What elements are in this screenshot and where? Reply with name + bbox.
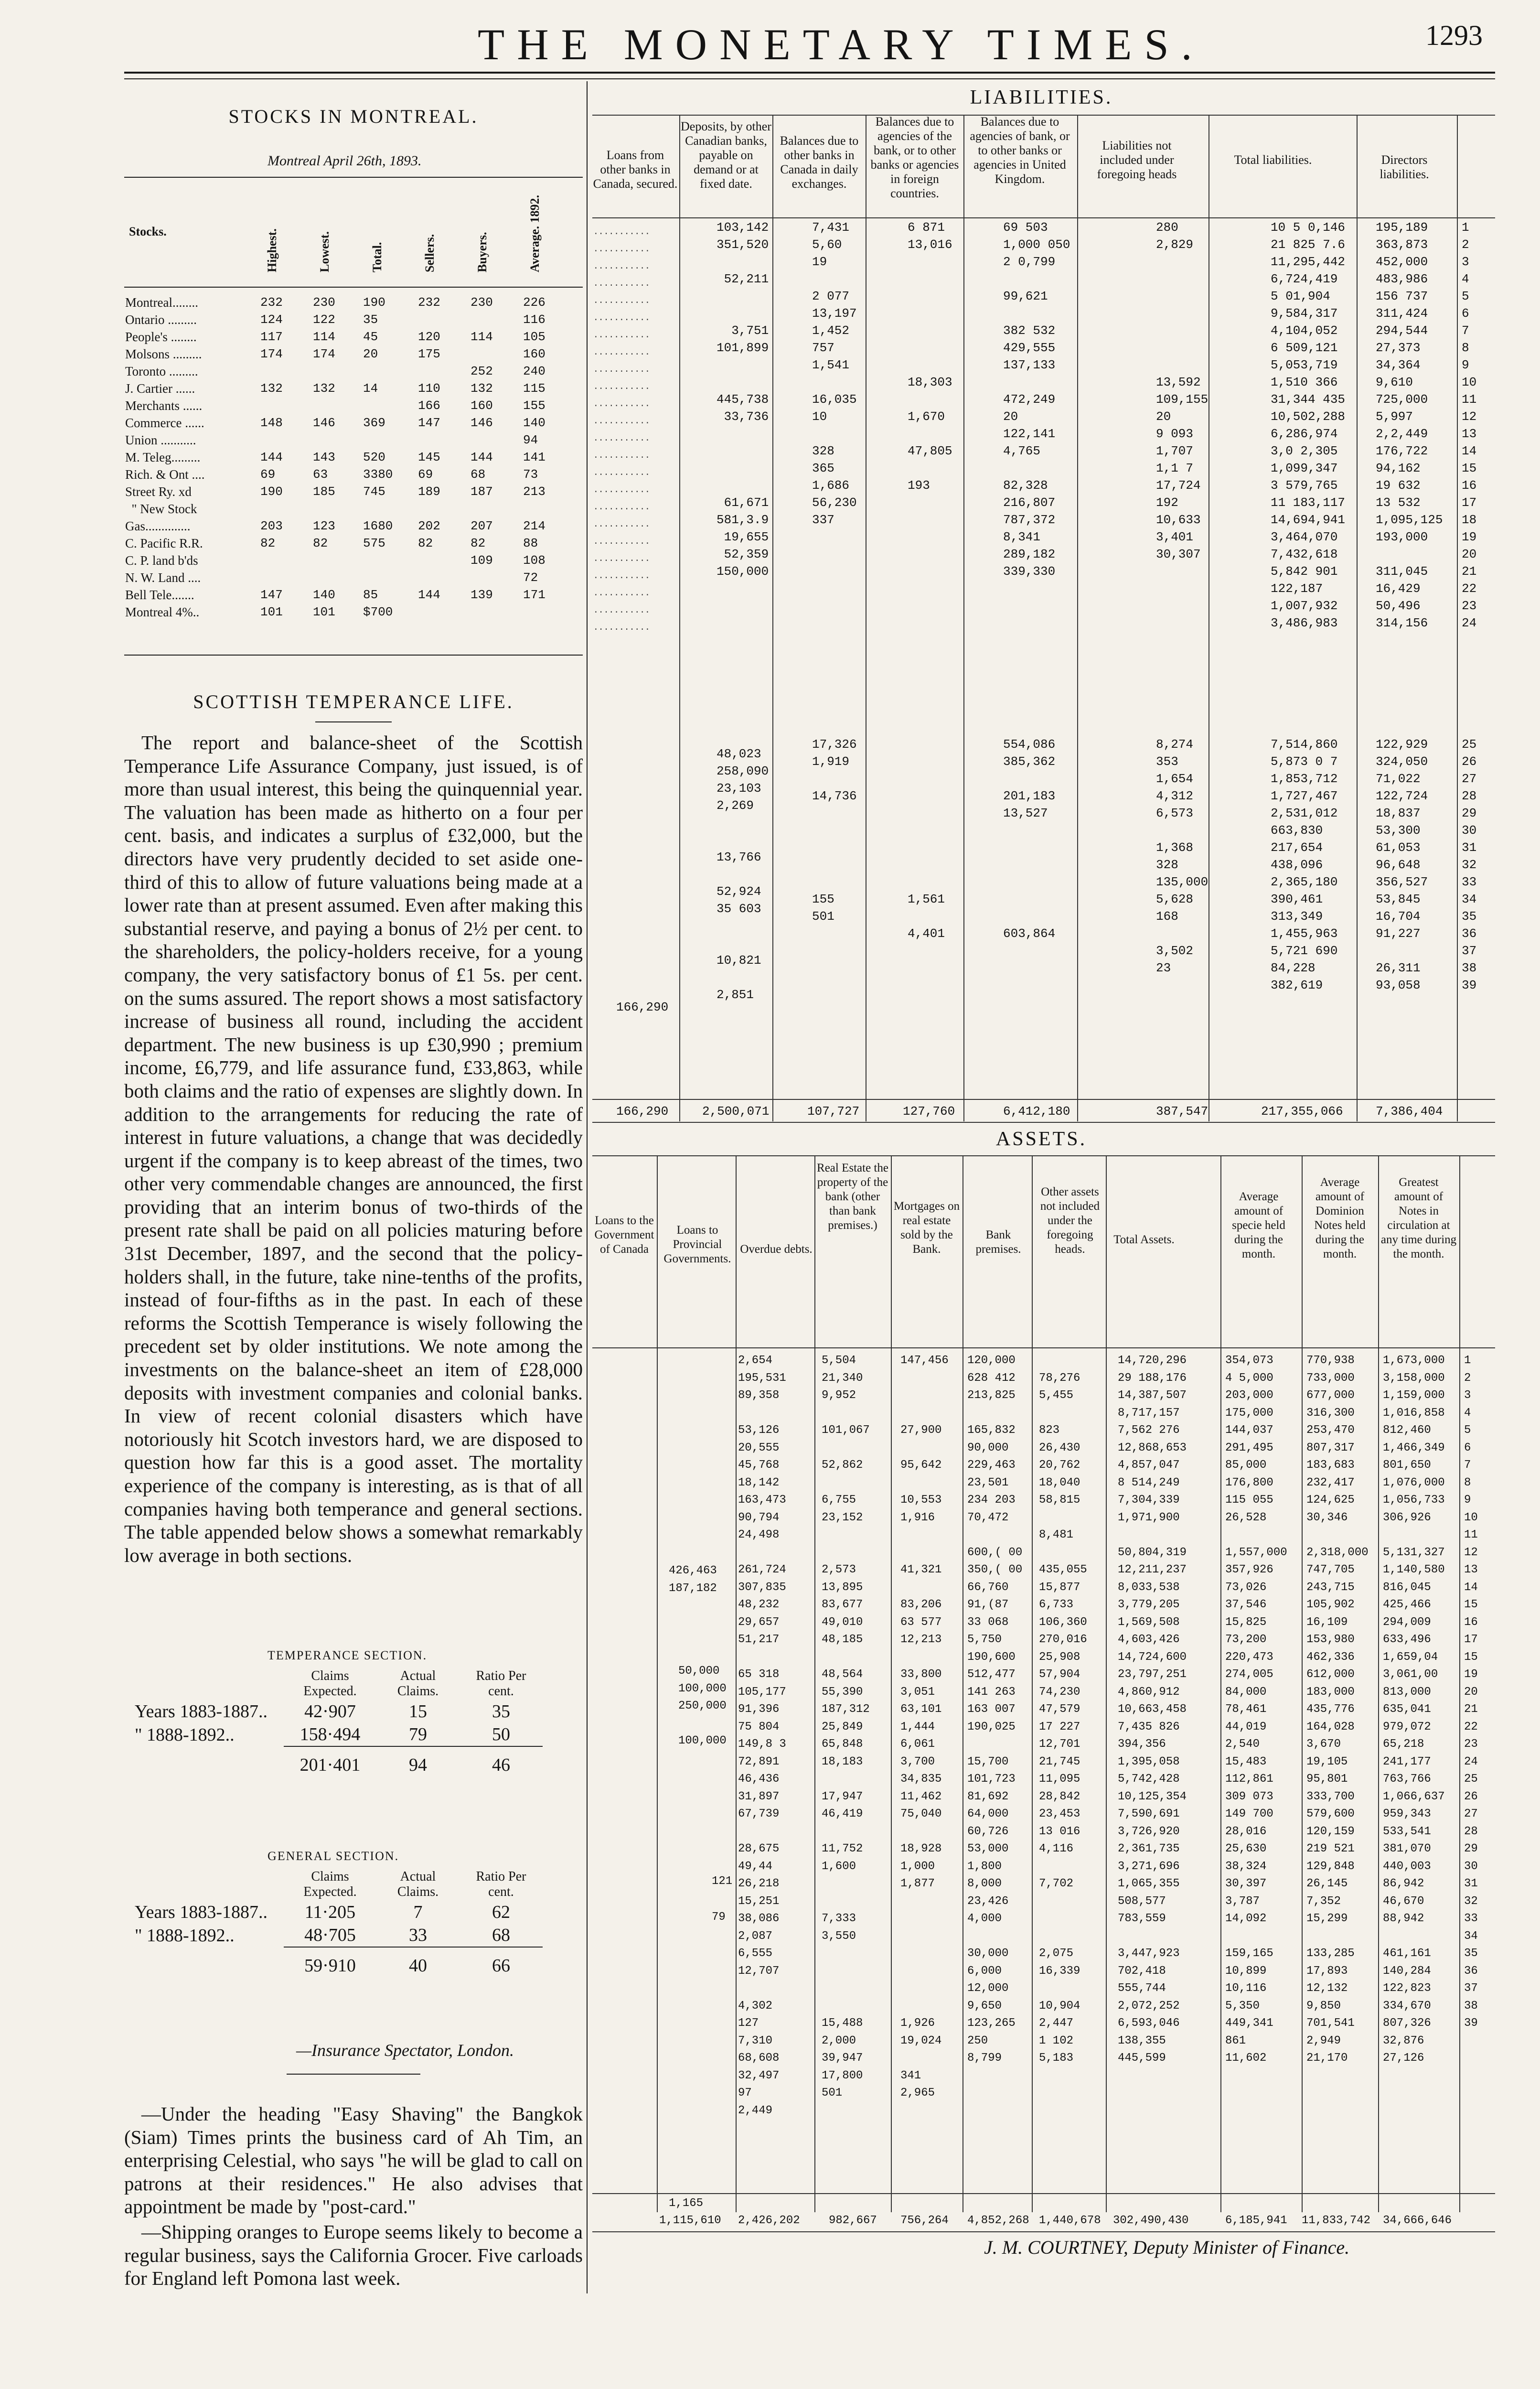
liab-row-numbers: 1 2 3 4 5 6 7 8 9 10 11 12 13 14 15 16 17 18 19 20 21 22 23 24 — [1462, 220, 1477, 630]
liab-head-deposits: Deposits, by other Canadian banks, payable on demand or at fixed date. — [681, 119, 771, 191]
liab-head-daily: Balances due to other banks in Canada in daily exchanges. — [780, 134, 859, 191]
liab-vline — [1208, 116, 1209, 1121]
stocks-title: STOCKS IN MONTREAL. — [228, 106, 479, 127]
assets-total-total: 302,490,430 — [1113, 2214, 1189, 2227]
signature: J. M. COURTNEY, Deputy Minister of Finance. — [984, 2237, 1350, 2258]
assets-total-real: 982,667 — [829, 2214, 877, 2227]
liab-total-notinc: 387,547 — [1156, 1104, 1208, 1119]
liabilities-title: LIABILITIES. — [970, 86, 1113, 108]
temperance-row-actual: 79 — [409, 1724, 427, 1744]
general-head-ratio: Ratio Per cent. — [476, 1869, 526, 1899]
stocks-subtitle: Montreal April 26th, 1893. — [267, 153, 422, 169]
assets-head-gov: Loans to the Government of Canada — [594, 1214, 654, 1256]
assets-gov-values: 50,000 100,000 250,000 100,000 — [678, 1665, 727, 1747]
assets-head-real: Real Estate the property of the bank (other than bank premises.) — [817, 1162, 888, 1232]
general-row-actual: 33 — [409, 1925, 427, 1945]
stocks-end-rule — [124, 655, 583, 656]
liab-vline — [1357, 116, 1358, 1121]
assets-other-col: 78,276 5,455 823 26,430 20,762 18,040 58,815 8,481 435,055 15,877 6,733 106,360 270,016 25,908 57,904 74,230 47,579 17 227 12,701 21,745 11,095 28,842 23,453 13 016 4,116 7,702 2,075 16,339 10,904 2,447 1 102 5,183 — [1039, 1371, 1087, 2065]
general-row-actual: 7 — [413, 1902, 423, 1922]
source-rule — [287, 2074, 420, 2075]
general-total-expected: 59·910 — [284, 1947, 376, 1977]
assets-total-rule — [592, 2193, 1495, 2194]
header-rule — [124, 72, 1495, 74]
assets-total-greatest: 34,666,646 — [1383, 2214, 1452, 2227]
assets-head-rule — [592, 1347, 1495, 1348]
assets-premises-col: 120,000 628 412 213,825 165,832 90,000 229,463 23,501 234 203 70,472 600,( 00 350,( 00 66,760 91,(87 33 068 5,750 190,600 512,477 141 263 163 007 190,025 15,700 101,723 81,692 64,000 60,726 53,000 1,800 8,000 23,426 4,000 30,000 6,000 12,000 9,650 123,265 250 8,799 — [967, 1354, 1023, 2065]
temperance-row-label: Years 1883-1887.. — [135, 1701, 267, 1722]
stocks-col-highest: Highest. — [265, 228, 279, 272]
liab-bottom-rule — [592, 1122, 1495, 1123]
temperance-row-ratio: 50 — [492, 1724, 510, 1744]
general-total-actual: 40 — [376, 1947, 460, 1977]
liab-head-uk: Balances due to agencies of bank, or to other banks or agencies in United Kingdom. — [970, 115, 1070, 186]
liab-uk-col: 69 503 1,000 050 2 0,799 99,621 382 532 429,555 137,133 472,249 20 122,141 4,765 82,328 216,807 787,372 8,341 289,182 339,330 — [1003, 220, 1070, 579]
header-rule-thin — [124, 78, 1495, 79]
assets-notes-col: 770,938 733,000 677,000 316,300 253,470 807,317 183,683 232,417 124,625 30,346 2,318,000 747,705 243,715 105,902 16,109 153,980 462,336 612,000 183,000 435,776 164,028 3,670 19,105 95,801 333,700 579,600 120,159 219 521 129,848 26,145 7,352 15,299 133,285 17,893 12,132 9,850 701,541 2,949 21,170 — [1306, 1354, 1369, 2065]
page-title: THE MONETARY TIMES. — [478, 20, 1205, 69]
liab-total-deposits: 2,500,071 — [702, 1104, 770, 1119]
article-title: SCOTTISH TEMPERANCE LIFE. — [193, 691, 514, 712]
assets-total-col: 14,720,296 29 188,176 14,387,507 8,717,157 7,562 276 12,868,653 4,857,047 8 514,249 7,304,339 1,971,900 50,804,319 12,211,237 8,033,538 3,779,205 1,569,508 4,603,426 14,724,600 23,797,251 4,860,912 10,663,458 7,435 826 394,356 1,395,058 5,742,428 10,125,354 7,590,691 3,726,920 2,361,735 3,271,696 1,065,355 508,577 783,559 3,447,923 702,418 555,744 2,072,252 6,593,046 138,355 445,599 — [1118, 1354, 1187, 2065]
stocks-total-values: 190 35 45 20 14 369 520 3380 745 1680 575 85 $700 — [363, 295, 393, 619]
assets-real-col: 5,504 21,340 9,952 101,067 52,862 6,755 23,152 2,573 13,895 83,677 49,010 48,185 48,564 55,390 187,312 25,849 65,848 18,183 17,947 46,419 11,752 1,600 7,333 3,550 15,488 2,000 39,947 17,800 501 — [822, 1354, 870, 2099]
column-divider — [587, 81, 588, 2293]
stocks-sellers-values: 232 120 175 110 166 147 145 69 189 202 82 144 — [418, 295, 440, 602]
stocks-col-label: Stocks. — [129, 225, 167, 238]
liab-total-directors: 7,386,404 — [1376, 1104, 1443, 1119]
liab-head-total: Total liabilities. — [1234, 153, 1312, 167]
assets-head-premises: Bank premises. — [975, 1228, 1021, 1256]
assets-head-prov: Loans to Provincial Governments. — [663, 1224, 731, 1265]
liab-total-foreign: 127,760 — [903, 1104, 955, 1119]
stocks-col-lowest: Lowest. — [318, 231, 332, 272]
assets-bottom-rule — [592, 2231, 1495, 2232]
liab-deposits-col: 103,142 351,520 52,211 3,751 101,899 445,738 33,736 61,671 581,3.9 19,655 52,359 150,000 — [717, 220, 769, 579]
liab-vline — [679, 116, 680, 1121]
general-row-label: Years 1883-1887.. — [135, 1902, 267, 1922]
assets-vline — [1459, 1156, 1460, 2212]
assets-total-notes: 11,833,742 — [1302, 2214, 1371, 2227]
stocks-rule — [124, 177, 583, 178]
source-credit: —Insurance Spectator, London. — [296, 2041, 514, 2060]
general-title: GENERAL SECTION. — [267, 1849, 399, 1863]
general-total-ratio: 66 — [460, 1947, 543, 1977]
liab-directors-col: 195,189 363,873 452,000 483,986 156 737 311,424 294,544 27,373 34,364 9,610 725,000 5,997 2,2,449 176,722 94,162 19 632 13 532 1,095,125 193,000 311,045 16,429 50,496 314,156 — [1376, 220, 1443, 630]
liab-total-daily: 107,727 — [807, 1104, 860, 1119]
assets-total-prov: 1,115,610 — [659, 2214, 721, 2227]
assets-vline — [1032, 1156, 1033, 2212]
assets-greatest-col: 1,673,000 3,158,000 1,159,000 1,016,858 812,460 1,466,349 801,650 1,076,000 1,056,733 306,926 5,131,327 1,140,580 816,045 425,466 294,009 633,496 1,659,04 3,061,00 813,000 635,041 979,072 65,218 241,177 763,766 1,066,637 959,343 533,541 381,070 440,003 86,942 46,670 88,942 461,161 140,284 122,823 334,670 807,326 32,876 27,126 — [1383, 1354, 1445, 2065]
assets-title: ASSETS. — [995, 1128, 1087, 1150]
assets-head-mort: Mortgages on real estate sold by the Bank. — [893, 1200, 960, 1256]
liab-directors-col-b: 122,929 324,050 71,022 122,724 18,837 53,300 61,053 96,648 356,527 53,845 16,704 91,227 26,311 93,058 — [1376, 737, 1428, 992]
assets-head-other: Other assets not included under the foregoing heads. — [1040, 1185, 1100, 1256]
temperance-head-ratio: Ratio Per cent. — [476, 1668, 526, 1699]
assets-total-other: 1,440,678 — [1039, 2214, 1101, 2227]
temperance-row-actual: 15 — [409, 1701, 427, 1722]
general-table — [129, 1868, 543, 1977]
general-row-expected: 48·705 — [304, 1925, 356, 1945]
note-oranges: —Shipping oranges to Europe seems likely to become a regular business, says the California Grocer. Five carloads for England left Pomona last week. — [124, 2220, 583, 2290]
assets-vline — [1302, 1156, 1303, 2212]
liab-head-foreign: Balances due to agencies of the bank, or to other banks or agencies in foreign countries. — [870, 115, 959, 200]
liab-foreign-col: 6 871 13,016 18,303 1,670 47,805 193 — [908, 220, 952, 493]
assets-total-mort: 756,264 — [900, 2214, 949, 2227]
liab-total-uk: 6,412,180 — [1003, 1104, 1070, 1119]
liab-total-col-b: 7,514,860 5,873 0 7 1,853,712 1,727,467 2,531,012 663,830 217,654 438,096 2,365,180 390,461 313,349 1,455,963 5,721 690 84,228 382,619 — [1271, 737, 1338, 992]
assets-total-gov: 1,165 — [669, 2197, 704, 2210]
general-row-ratio: 68 — [492, 1925, 510, 1945]
temperance-total-actual: 94 — [376, 1746, 460, 1776]
liab-vline — [963, 116, 964, 1121]
liab-vline — [772, 116, 773, 1121]
temperance-table — [129, 1668, 543, 1776]
assets-vline — [814, 1156, 815, 2212]
general-row-expected: 11·205 — [304, 1902, 356, 1922]
assets-top-rule — [592, 1155, 1495, 1156]
stocks-col-buyers: Buyers. — [475, 232, 489, 272]
note-easy-shaving: —Under the heading "Easy Shaving" the Bangkok (Siam) Times prints the business card of Ah Tim, an enterprising Celestial, who says "he will be glad to call on patrons at their residences." He also advises that appointment be made by "post-card." — [124, 2103, 583, 2218]
temperance-head-expected: Claims Expected. — [303, 1668, 357, 1699]
article-body — [124, 731, 583, 1569]
stocks-average-values: 226 116 105 160 240 115 155 140 94 141 73 213 214 88 108 72 171 — [523, 295, 545, 602]
assets-total-premises: 4,852,268 — [967, 2214, 1029, 2227]
page-number: 1293 — [1425, 20, 1483, 51]
assets-head-specie: Average amount of specie held during the month. — [1232, 1190, 1285, 1260]
assets-vline — [736, 1156, 737, 2212]
temperance-row-ratio: 35 — [492, 1701, 510, 1722]
stocks-col-total: Total. — [370, 242, 384, 272]
assets-prov-values: 426,463 187,182 — [669, 1564, 717, 1595]
general-head-expected: Claims Expected. — [303, 1869, 357, 1899]
assets-vline — [962, 1156, 963, 2212]
liab-loans-col: ........... ........... ........... ........... ........... ........... ........... ........... ........... ........... ........... ........... ........... ........... ........... ........... ........... ........... ........... ........... ........... ........... ........... ........... — [593, 227, 650, 633]
temperance-total-ratio: 46 — [460, 1746, 543, 1776]
temperance-head-actual: Actual Claims. — [397, 1668, 439, 1699]
liab-total-loans: 166,290 — [616, 1104, 669, 1119]
liab-head-directors: Directors liabilities. — [1380, 153, 1429, 181]
stocks-highest-values: 232 124 117 174 132 148 144 69 190 203 82 147 101 — [260, 295, 283, 619]
assets-head-notes: Average amount of Dominion Notes held during the month. — [1314, 1176, 1366, 1260]
stocks-buyers-values: 230 114 252 132 160 146 144 68 187 207 82 109 139 — [471, 295, 493, 602]
liab-head-rule — [592, 217, 1495, 218]
temperance-row-expected: 158·494 — [299, 1724, 361, 1744]
liab-total-rule — [592, 1099, 1495, 1100]
liab-total-total: 217,355,066 — [1261, 1104, 1343, 1119]
general-row-label: " 1888-1892.. — [135, 1925, 235, 1946]
assets-total-overdue: 2,426,202 — [738, 2214, 800, 2227]
assets-specie-col: 354,073 4 5,000 203,000 175,000 144,037 291,495 85,000 176,800 115 055 26,528 1,557,000 357,926 73,026 37,546 15,825 73,200 220,473 274,005 84,000 78,461 44,019 2,540 15,483 112,861 309 073 149 700 28,016 25,630 38,324 30,397 3,787 14,092 159,165 10,899 10,116 5,350 449,341 861 11,602 — [1225, 1354, 1287, 2065]
assets-mort-col: 147,456 27,900 95,642 10,553 1,916 41,321 83,206 63 577 12,213 33,800 3,051 63,101 1,444 6,061 3,700 34,835 11,462 75,040 18,928 1,000 1,877 1,926 19,024 341 2,965 — [900, 1354, 949, 2099]
assets-head-overdue: Overdue debts. — [740, 1243, 813, 1256]
stocks-col-sellers: Sellers. — [423, 234, 437, 272]
article-rule — [315, 721, 392, 722]
liab-vline — [1457, 116, 1458, 1121]
liab-head-loans: Loans from other banks in Canada, secured. — [593, 148, 678, 191]
assets-total-specie: 6,185,941 — [1225, 2214, 1287, 2227]
liab-daily-col-b: 17,326 1,919 14,736 155 501 — [812, 737, 857, 924]
stocks-lowest-values: 230 122 114 174 132 146 143 63 185 123 82 140 101 — [313, 295, 335, 619]
liab-row-numbers-b: 25 26 27 28 29 30 31 32 33 34 35 36 37 38 39 — [1462, 737, 1477, 992]
assets-head-greatest: Greatest amount of Notes in circulation at any time during the month. — [1380, 1176, 1457, 1260]
temperance-row-label: " 1888-1892.. — [135, 1724, 235, 1745]
liab-notinc-col-b: 8,274 353 1,654 4,312 6,573 1,368 328 135,000 5,628 168 3,502 23 — [1156, 737, 1208, 975]
assets-small-values: 121 79 — [712, 1875, 733, 1924]
liab-total-col: 10 5 0,146 21 825 7.6 11,295,442 6,724,419 5 01,904 9,584,317 4,104,052 6 509,121 5,053,719 1,510 366 31,344 435 10,502,288 6,286,974 3,0 2,305 1,099,347 3 579,765 11 183,117 14,694,941 3,464,070 7,432,618 5,842 901 122,187 1,007,932 3,486,983 — [1271, 220, 1346, 630]
stocks-col-average: Average. 1892. — [528, 195, 542, 272]
temperance-total-expected: 201·401 — [284, 1746, 376, 1776]
liab-deposits-col-b: 48,023 258,090 23,103 2,269 13,766 52,924 35 603 10,821 2,851 — [717, 747, 769, 1002]
temperance-title: TEMPERANCE SECTION. — [267, 1648, 428, 1662]
article-text: The report and balance-sheet of the Scottish Temperance Life Assurance Company, just issued, is of more than usual interest, this being the quinquennial year. The valuation has been made as hitherto on a four per cent. basis, and indicates a surplus of £32,000, but the directors have very prudently decided to set aside one-third of this to allow of future valuations being made at a lower rate than at present assumed. Even after making this substantial reserve, and paying a bonus of 2½ per cent. to the shareholders, the policy-holders receive, for a young company, the very satisfactory bonus of £1 5s. per cent. on the sums assured. The report shows a most satisfactory increase of business all round, including the accident department. The new business is up £30,990 ; premium income, £6,779, and life assurance fund, £33,863, while both claims and the ratio of expenses are slightly down. In addition to the arrangements for reducing the rate of interest in future valuations, a change that was decidedly urgent if the company is to keep abreast of the times, two other very commendable changes are announced, the first providing that an interim bonus of two-thirds of the present rate shall be paid on all policies maturing before 31st December, 1897, and the second that the policy-holders shall, in the future, take nine-tenths of the profits, instead of four-fifths as in the past. In each of these reforms the Scottish Temperance is wisely following the precedent set by older institutions. We note among the investments on the balance-sheet an item of £28,000 deposits with investment companies and colonial banks. In view of recent colonial disasters which have notoriously hit Scotch investors hard, we are disposed to question how far this is a good asset. The mortality experience of the company is interesting, as is that of all companies having both temperance and general sections. The table appended below shows a somewhat remarkably low average in both sections. — [124, 732, 583, 1566]
assets-vline — [1378, 1156, 1379, 2212]
assets-vline — [1220, 1156, 1221, 2212]
assets-vline — [657, 1156, 658, 2212]
liab-notinc-col: 280 2,829 13,592 109,155 20 9 093 1,707 1,1 7 17,724 192 10,633 3,401 30,307 — [1156, 220, 1208, 561]
assets-vline — [1106, 1156, 1107, 2212]
assets-overdue-col: 2,654 195,531 89,358 53,126 20,555 45,768 18,142 163,473 90,794 24,498 261,724 307,835 48,232 29,657 51,217 65 318 105,177 91,396 75 804 149,8 3 72,891 46,436 31,897 67,739 28,675 49,44 26,218 15,251 38,086 2,087 6,555 12,707 4,302 127 7,310 68,608 32,497 97 2,449 — [738, 1354, 786, 2117]
liab-head-notinc: Liabilities not included under foregoing heads — [1097, 139, 1177, 181]
stocks-names: Montreal........ Ontario ......... People's ........ Molsons ......... Toronto ......... J. Cartier ...... Merchants ...... Commerce ...... Union ........... M. Teleg......... Rich. & Ont .... Street Ry. xd " New Stock Gas.............. C. Pacific R.R. C. P. land b'ds N. W. Land .... Bell Tele....... Montreal 4%.. — [125, 295, 205, 619]
assets-row-numbers: 1 2 3 4 5 6 7 8 9 10 11 12 13 14 15 16 17 15 19 20 21 22 23 24 25 26 27 28 29 30 31 32 33 34 35 36 37 38 39 — [1464, 1354, 1478, 2030]
general-row-ratio: 62 — [492, 1902, 510, 1922]
liab-uk-col-b: 554,086 385,362 201,183 13,527 603,864 — [1003, 737, 1056, 941]
liab-daily-col: 7,431 5,60 19 2 077 13,197 1,452 757 1,541 16,035 10 328 365 1,686 56,230 337 — [812, 220, 857, 527]
notes — [124, 2102, 583, 2292]
assets-head-total: Total Assets. — [1113, 1233, 1175, 1246]
general-head-actual: Actual Claims. — [397, 1869, 439, 1899]
stocks-head-rule — [124, 287, 583, 288]
liab-loan-value: 166,290 — [616, 1000, 669, 1014]
liab-vline — [1077, 116, 1078, 1121]
liab-foreign-col-b: 1,561 4,401 — [908, 892, 945, 941]
assets-vline — [891, 1156, 892, 2212]
temperance-row-expected: 42·907 — [304, 1701, 356, 1722]
